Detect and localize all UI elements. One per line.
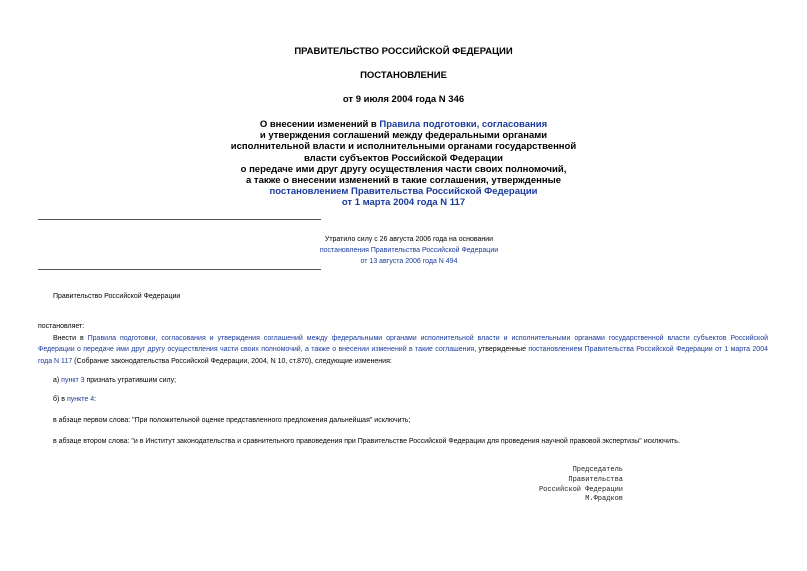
repeal-note-text: Утратило силу с 26 августа 2006 года на основании <box>324 236 494 243</box>
item-a-prefix: а) <box>53 377 62 384</box>
title-line: о передаче ими друг другу осуществления части своих полномочий, <box>240 163 567 175</box>
document-title <box>0 119 807 209</box>
signature-block <box>510 466 623 505</box>
signature-line: Правительства <box>568 475 623 484</box>
title-link-date[interactable]: от 1 марта 2004 года N 117 <box>341 197 466 209</box>
title-line: и утверждения соглашений между федеральными органами <box>259 130 548 142</box>
item-a-link[interactable]: пункт 3 <box>61 377 85 384</box>
decree-word: постановляет: <box>38 323 85 330</box>
paragraph-text: , утвержденные <box>474 346 529 354</box>
signature-line: Российской Федерации <box>538 485 623 494</box>
title-link-rules[interactable]: Правила подготовки, согласования <box>379 119 548 130</box>
intro-text: Правительство Российской Федерации <box>53 293 181 300</box>
document-date: от 9 июля 2004 года N 346 <box>342 94 465 105</box>
rules-link[interactable]: Правила подготовки, согласования и утверждения соглашений между федеральными органами исполнительной власти и исполнительными органами государственной власти субъектов Российской Федерации о передаче ими друг другу осуществления части своих полномочий, а также о внесении изменений в такие соглашения <box>38 335 768 354</box>
repeal-note-link-date[interactable]: от 13 августа 2006 года N 494 <box>360 258 458 266</box>
title-line: власти субъектов Российской Федерации <box>303 152 504 164</box>
repeal-note-link[interactable]: постановления Правительства Российской Федерации <box>319 247 499 255</box>
government-name: ПРАВИТЕЛЬСТВО РОССИЙСКОЙ ФЕДЕРАЦИИ <box>294 46 513 57</box>
paragraph-text: Внести в <box>53 335 88 342</box>
repeal-note <box>256 234 562 268</box>
item-b-paragraph-1: в абзаце первом слова: "При положительной оценке представленного предложения дальнейшая" исключить; <box>53 417 411 424</box>
item-b-text: : <box>94 396 97 403</box>
title-link-decree[interactable]: постановлением Правительства Российской Федерации <box>269 186 538 198</box>
divider-bottom <box>38 269 321 270</box>
item-a-text: признать утратившим силу; <box>84 377 177 384</box>
title-line: а также о внесении изменений в такие соглашения, утвержденные <box>246 175 561 187</box>
item-a <box>53 375 176 386</box>
item-b <box>53 394 96 405</box>
signature-name: М.Фрадков <box>585 495 623 504</box>
item-b-paragraph-2: в абзаце втором слова: "и в Институт законодательства и сравнительного правоведения при Правительстве Российской Федерации для проведения научной правовой экспертизы" исключить. <box>53 438 680 445</box>
paragraph-text: (Собрание законодательства Российской Федерации, 2004, N 10, ст.870), следующие изменения: <box>72 357 392 365</box>
title-line: исполнительной власти и исполнительными органами государственной <box>230 141 577 153</box>
document-type: ПОСТАНОВЛЕНИЕ <box>360 70 447 81</box>
paragraph-main <box>38 333 768 367</box>
signature-line: Председатель <box>572 466 623 474</box>
title-text: О внесении изменений в <box>259 119 380 130</box>
item-b-prefix: б) в <box>53 396 67 403</box>
decree-link[interactable]: постановлением Правительства Российской Федерации от 1 марта 2004 года N 117 <box>38 346 768 365</box>
divider-top <box>38 219 321 220</box>
item-b-link[interactable]: пункте 4 <box>66 396 95 403</box>
